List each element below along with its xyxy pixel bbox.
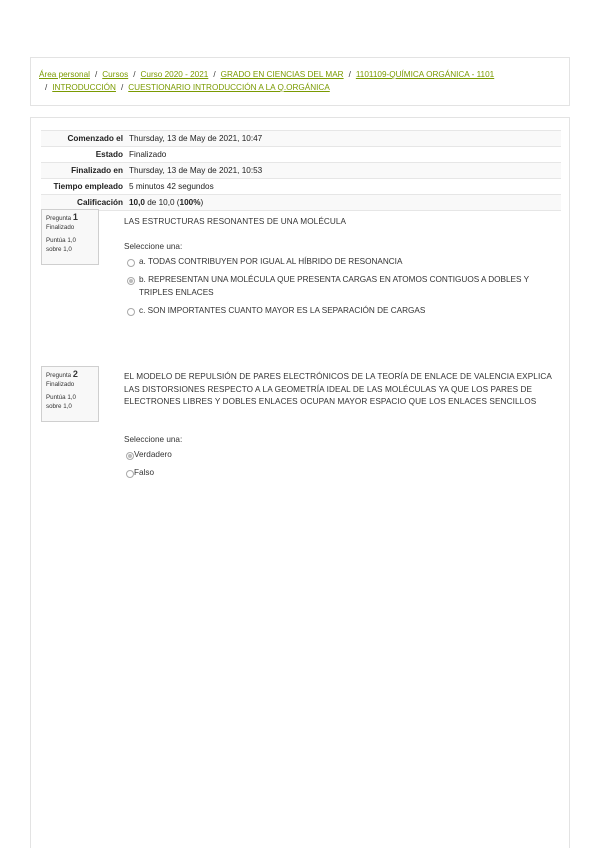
finished-label: Finalizado en	[71, 166, 123, 175]
option-label: Falso	[134, 468, 155, 477]
breadcrumb-link-curso[interactable]: Curso 2020 - 2021	[140, 70, 209, 79]
quiz-review-panel	[30, 117, 570, 848]
breadcrumb-separator: /	[213, 70, 216, 79]
breadcrumb-link-cursos[interactable]: Cursos	[102, 70, 129, 79]
grade-end: )	[200, 198, 204, 207]
breadcrumb-separator: /	[120, 83, 124, 92]
option-label: b. REPRESENTAN UNA MOLÉCULA QUE PRESENTA CARGAS EN ATOMOS CONTIGUOS A DOBLES Y TRIPLES ENLACES	[139, 275, 529, 297]
breadcrumb-line-1	[39, 70, 494, 79]
breadcrumb-line-2	[45, 83, 330, 92]
question-2-text: EL MODELO DE REPULSIÓN DE PARES ELECTRÓNICOS DE LA TEORÍA DE ENLACE DE VALENCIA EXPLICA LAS DISTORSIONES RESPECTO A LA GEOMETRÍA IDEAL DE LAS MOLÉCULAS YA QUE LOS PARES DE ELECTRONES LIBRES Y DOBLES ENLACES OCUPAN MAYOR ESPACIO QUE LOS ENLACES SENCILLOS	[124, 372, 552, 406]
started-value: Thursday, 13 de May de 2021, 10:47	[129, 134, 263, 143]
question-status: Finalizado	[46, 381, 75, 388]
question-number: 2	[72, 369, 78, 379]
radio-button[interactable]	[126, 470, 134, 478]
breadcrumb-link-cuestionario[interactable]: CUESTIONARIO INTRODUCCIÓN A LA Q.ORGÁNICA	[128, 83, 330, 92]
grade-score: 10,0	[129, 198, 145, 207]
option-label: c. SON IMPORTANTES CUANTO MAYOR ES LA SEPARACIÓN DE CARGAS	[139, 306, 426, 315]
question-label: Pregunta	[46, 215, 72, 222]
question-2-info	[41, 366, 99, 422]
time-label: Tiempo empleado	[53, 182, 123, 191]
summary-row-state	[41, 147, 561, 163]
summary-row-grade	[41, 195, 561, 211]
question-label: Pregunta	[46, 372, 72, 379]
grade-label: Calificación	[77, 198, 123, 207]
option-label: Verdadero	[134, 450, 172, 459]
question-mark: Puntúa 1,0 sobre 1,0	[46, 394, 76, 410]
summary-row-started	[41, 131, 561, 147]
grade-percent: 100%	[179, 198, 201, 207]
started-label: Comenzado el	[67, 134, 123, 143]
breadcrumb-link-asignatura[interactable]: 1101109-QUÍMICA ORGÁNICA - 1101	[355, 70, 495, 79]
breadcrumb	[30, 57, 570, 106]
grade-value	[129, 195, 561, 211]
question-number: 1	[72, 212, 78, 222]
summary-row-finished	[41, 163, 561, 179]
breadcrumb-separator: /	[45, 83, 48, 92]
radio-button[interactable]	[127, 308, 135, 316]
question-status: Finalizado	[46, 224, 75, 231]
breadcrumb-link-grado[interactable]: GRADO EN CIENCIAS DEL MAR	[220, 70, 344, 79]
radio-button-selected[interactable]	[126, 452, 134, 460]
question-2-prompt: Seleccione una:	[124, 435, 183, 444]
question-1-prompt: Seleccione una:	[124, 242, 183, 251]
question-1-text: LAS ESTRUCTURAS RESONANTES DE UNA MOLÉCULA	[124, 217, 347, 226]
grade-mid: de 10,0 (	[144, 198, 180, 207]
summary-row-time	[41, 179, 561, 195]
question-mark: Puntúa 1,0 sobre 1,0	[46, 237, 76, 253]
option-label: a. TODAS CONTRIBUYEN POR IGUAL AL HÍBRIDO DE RESONANCIA	[139, 257, 403, 266]
breadcrumb-separator: /	[94, 70, 98, 79]
radio-button[interactable]	[127, 259, 135, 267]
time-value: 5 minutos 42 segundos	[129, 182, 214, 191]
breadcrumb-link-introduccion[interactable]: INTRODUCCIÓN	[52, 83, 116, 92]
attempt-summary-table	[41, 130, 561, 211]
state-value: Finalizado	[129, 150, 167, 159]
breadcrumb-separator: /	[133, 70, 136, 79]
breadcrumb-link-area-personal[interactable]: Área personal	[39, 70, 90, 79]
state-label: Estado	[95, 150, 123, 159]
radio-button-selected[interactable]	[127, 277, 135, 285]
breadcrumb-separator: /	[348, 70, 351, 79]
question-1-info	[41, 209, 99, 265]
finished-value: Thursday, 13 de May de 2021, 10:53	[129, 166, 263, 175]
